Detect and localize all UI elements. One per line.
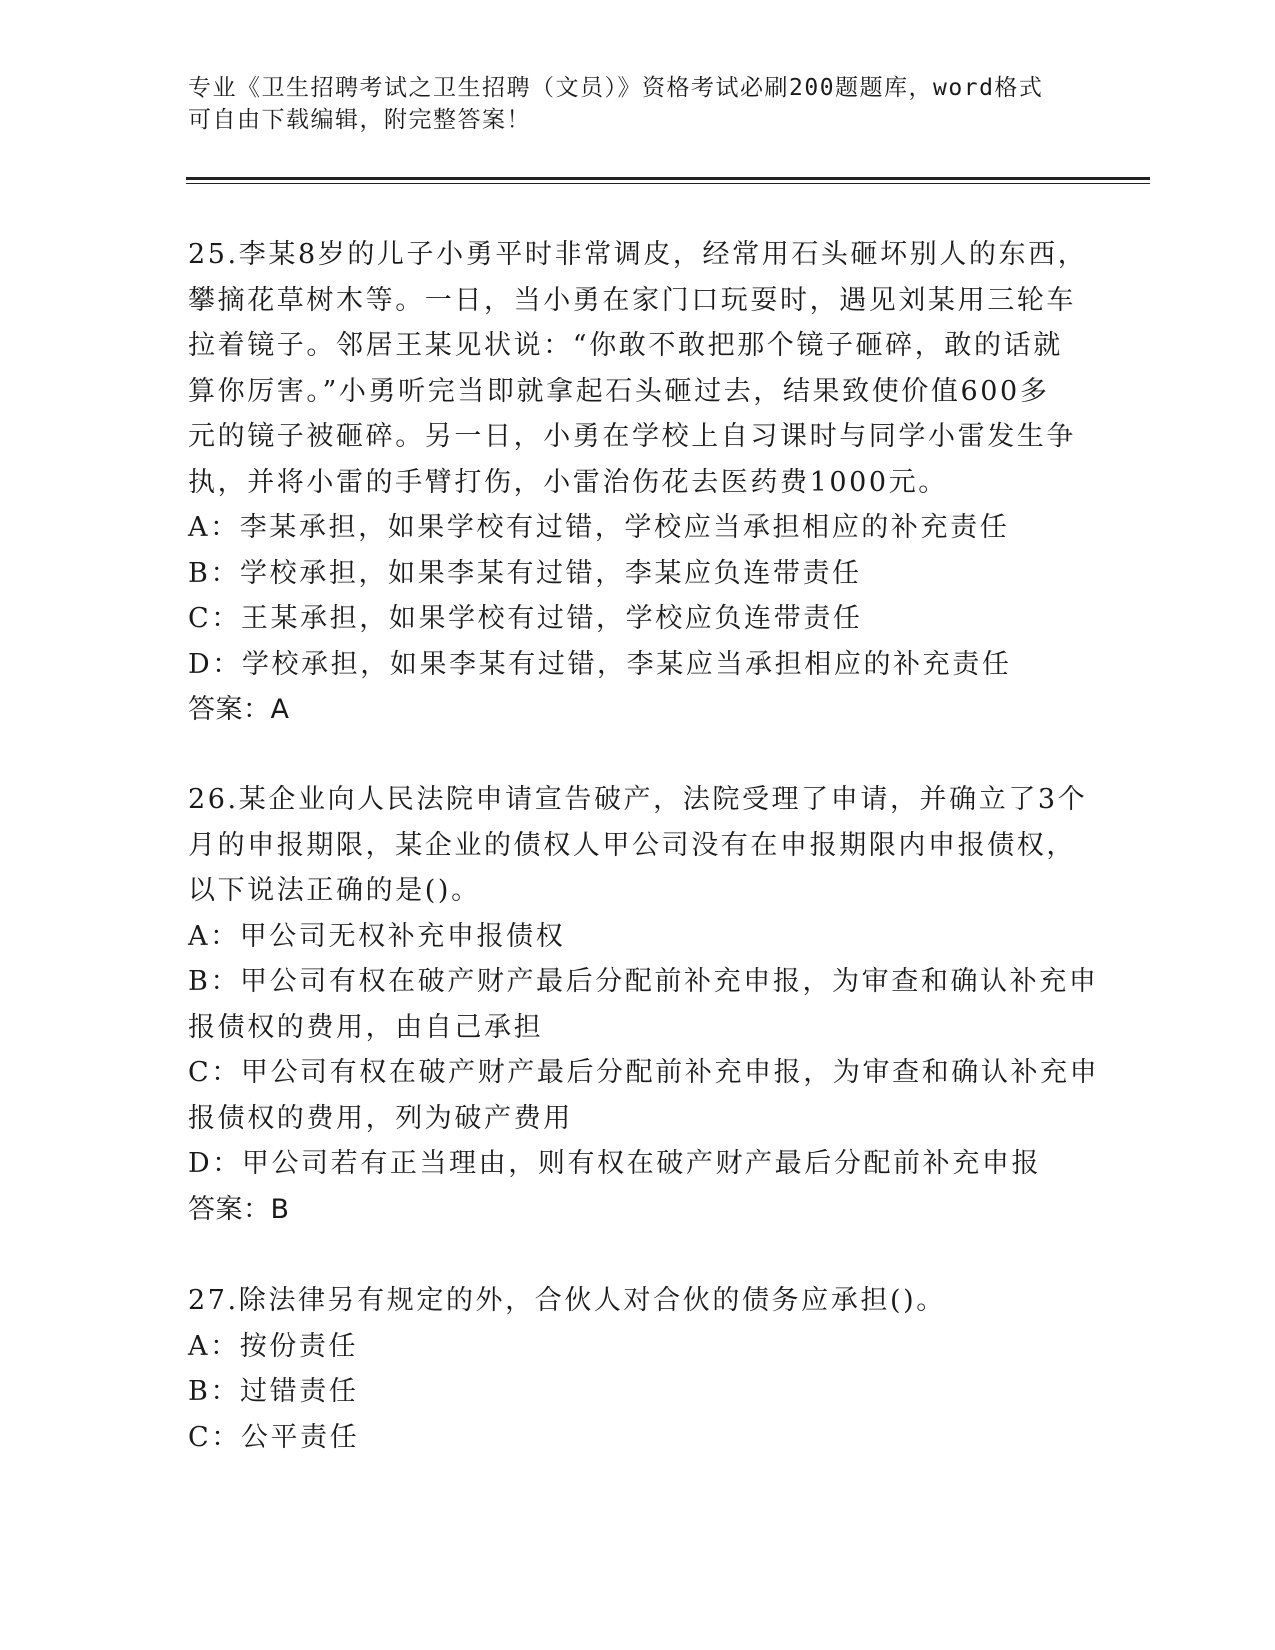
question-stem-line: 月的申报期限，某企业的债权人甲公司没有在申报期限内申报债权， [188, 829, 1076, 861]
question-stem-line: 算你厉害。”小勇听完当即就拿起石头砸过去，结果致使价值600多 [188, 375, 1050, 407]
answer-line: 答案：B [188, 1193, 290, 1225]
option-b: B：过错责任 [188, 1376, 359, 1407]
question-26 [188, 777, 1100, 1232]
option-b: B：学校承担，如果李某有过错，李某应负连带责任 [188, 557, 862, 589]
option-c: C：公平责任 [188, 1421, 360, 1453]
answer-line: 答案：A [188, 694, 290, 725]
option-c: C：甲公司有权在破产财产最后分配前补充申报，为审查和确认补充申 [188, 1057, 1100, 1088]
header-rule-thin [186, 183, 1150, 184]
question-stem-line: 元的镜子被砸碎。另一日，小勇在学校上自习课时与同学小雷发生争 [188, 421, 1076, 452]
question-stem-line: 25.李某8岁的儿子小勇平时非常调皮，经常用石头砸坏别人的东西， [188, 239, 1088, 270]
option-d: D：学校承担，如果李某有过错，李某应当承担相应的补充责任 [188, 648, 1012, 680]
header-line-1: 专业《卫生招聘考试之卫生招聘（文员）》资格考试必刷200题题库，word格式 [188, 75, 1044, 101]
question-25 [188, 232, 1088, 733]
question-stem-line: 拉着镜子。邻居王某见状说：“你敢不敢把那个镜子砸碎，敢的话就 [188, 330, 1063, 361]
option-c-continued: 报债权的费用，列为破产费用 [188, 1102, 573, 1134]
option-b-continued: 报债权的费用，由自己承担 [188, 1011, 544, 1043]
option-a: A：甲公司无权补充申报债权 [188, 920, 566, 952]
option-a: A：李某承担，如果学校有过错，学校应当承担相应的补充责任 [188, 512, 1010, 543]
question-stem-line: 执，并将小雷的手臂打伤，小雷治伤花去医药费1000元。 [188, 466, 948, 498]
option-a: A：按份责任 [188, 1330, 359, 1362]
header-line-2: 可自由下载编辑，附完整答案！ [188, 107, 531, 133]
question-stem-line: 以下说法正确的是()。 [188, 875, 481, 906]
option-b: B：甲公司有权在破产财产最后分配前补充申报，为审查和确认补充申 [188, 966, 1099, 997]
question-27 [188, 1278, 1088, 1460]
question-stem-line: 26.某企业向人民法院申请宣告破产，法院受理了申请，并确立了3个 [188, 784, 1088, 815]
question-stem-line: 27.除法律另有规定的外，合伙人对合伙的债务应承担()。 [188, 1285, 946, 1316]
option-d: D：甲公司若有正当理由，则有权在破产财产最后分配前补充申报 [188, 1148, 1042, 1179]
question-stem-line: 攀摘花草树木等。一日，当小勇在家门口玩耍时，遇见刘某用三轮车 [188, 284, 1076, 316]
document-header [188, 72, 1088, 136]
option-c: C：王某承担，如果学校有过错，学校应负连带责任 [188, 603, 863, 634]
header-rule-thick [186, 177, 1150, 180]
